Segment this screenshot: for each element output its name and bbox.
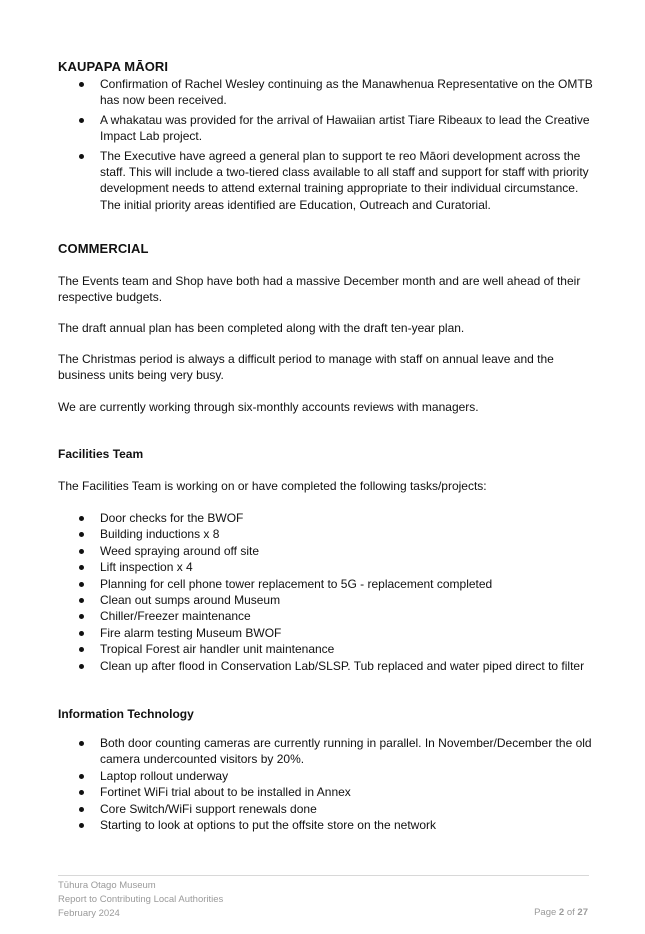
total-pages: 27 [577, 907, 588, 918]
it-heading: Information Technology [58, 707, 194, 721]
list-item: Both door counting cameras are currently running in parallel. In November/December the old camera undercounted visitors by 20%. [58, 735, 593, 768]
bullet-icon [79, 631, 84, 636]
list-item: Core Switch/WiFi support renewals done [58, 801, 593, 817]
list-item: Tropical Forest air handler unit maintenance [58, 641, 593, 657]
bullet-icon [79, 790, 84, 795]
list-item: Starting to look at options to put the offsite store on the network [58, 817, 593, 833]
bullet-icon [79, 516, 84, 521]
footer-divider [58, 875, 589, 876]
bullet-icon [79, 823, 84, 828]
bullet-icon [79, 549, 84, 554]
list-item: The Executive have agreed a general plan to support te reo Māori development across the staff. This will include a two-tiered class available to all staff and support for staff with priority development needs to attend external training appropriate to their individual circumstance. The initial priority areas identified are Education, Outreach and Curatorial. [58, 148, 593, 214]
kaupapa-bullet-list [58, 76, 593, 216]
bullet-icon [79, 614, 84, 619]
list-item: A whakatau was provided for the arrival of Hawaiian artist Tiare Ribeaux to lead the Creative Impact Lab project. [58, 112, 593, 145]
list-item: Weed spraying around off site [58, 543, 593, 559]
bullet-icon [79, 598, 84, 603]
list-item: Fortinet WiFi trial about to be installed in Annex [58, 784, 593, 800]
bullet-icon [79, 565, 84, 570]
bullet-icon [79, 664, 84, 669]
page-footer [58, 879, 223, 921]
commercial-paragraph: The Events team and Shop have both had a massive December month and are well ahead of their respective budgets. [58, 274, 581, 305]
kaupapa-heading: KAUPAPA MĀORI [58, 59, 169, 74]
bullet-icon [79, 582, 84, 587]
bullet-icon [79, 118, 84, 123]
list-item: Door checks for the BWOF [58, 510, 593, 526]
facilities-intro: The Facilities Team is working on or have completed the following tasks/projects: [58, 479, 487, 493]
commercial-paragraph: The draft annual plan has been completed along with the draft ten-year plan. [58, 321, 465, 335]
footer-date: February 2024 [58, 908, 120, 919]
bullet-icon [79, 532, 84, 537]
current-page: 2 [558, 907, 565, 918]
facilities-bullet-list [58, 510, 593, 674]
page-number: Page 2 of 27 [534, 907, 588, 918]
commercial-paragraph: We are currently working through six-monthly accounts reviews with managers. [58, 400, 479, 414]
commercial-paragraph: The Christmas period is always a difficult period to manage with staff on annual leave and the business units being very busy. [58, 352, 554, 383]
it-bullet-list [58, 735, 593, 833]
bullet-icon [79, 807, 84, 812]
list-item: Clean up after flood in Conservation Lab/SLSP. Tub replaced and water piped direct to filter [58, 658, 593, 674]
footer-report-title: Report to Contributing Local Authorities [58, 894, 224, 905]
list-item: Clean out sumps around Museum [58, 592, 593, 608]
bullet-icon [79, 154, 84, 159]
facilities-heading: Facilities Team [58, 447, 144, 461]
footer-organisation: Tūhura Otago Museum [58, 880, 156, 891]
bullet-icon [79, 82, 84, 87]
list-item: Confirmation of Rachel Wesley continuing as the Manawhenua Representative on the OMTB has now been received. [58, 76, 593, 109]
list-item: Laptop rollout underway [58, 768, 593, 784]
list-item: Planning for cell phone tower replacement to 5G - replacement completed [58, 576, 593, 592]
bullet-icon [79, 741, 84, 746]
list-item: Chiller/Freezer maintenance [58, 608, 593, 624]
bullet-icon [79, 774, 84, 779]
commercial-heading: COMMERCIAL [58, 241, 149, 256]
list-item: Fire alarm testing Museum BWOF [58, 625, 593, 641]
list-item: Building inductions x 8 [58, 526, 593, 542]
bullet-icon [79, 647, 84, 652]
list-item: Lift inspection x 4 [58, 559, 593, 575]
